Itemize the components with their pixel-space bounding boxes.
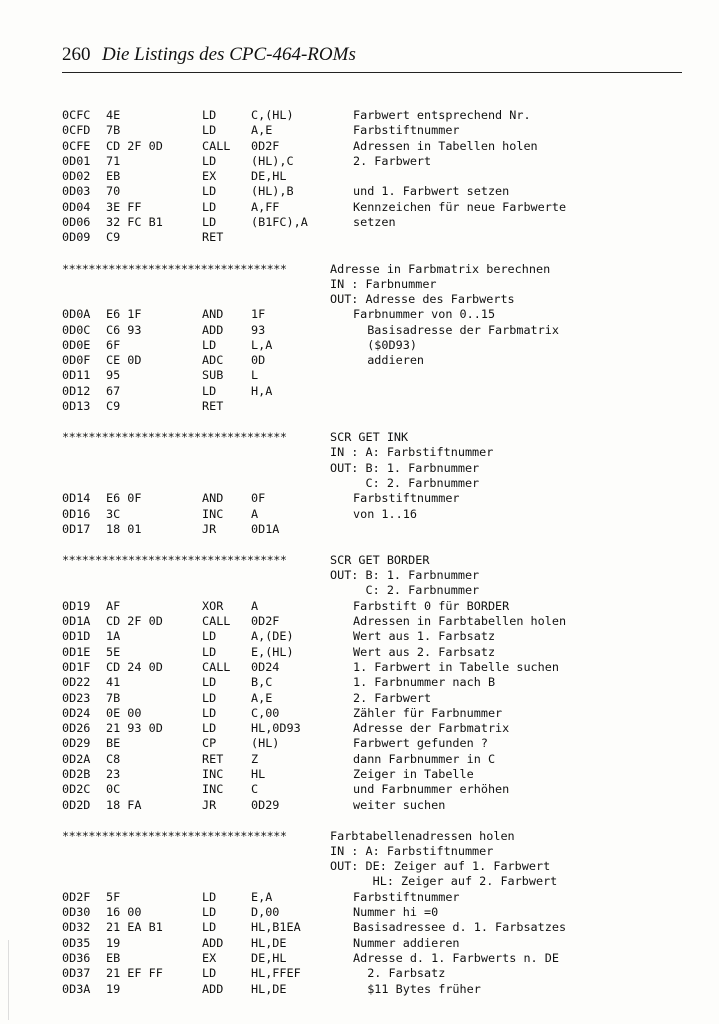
operand: DE,HL [251, 169, 287, 184]
section-title: SCR GET INK [330, 430, 409, 445]
code-line [62, 721, 622, 736]
opcode-bytes: 19 [106, 935, 121, 950]
mnemonic: RET [202, 751, 224, 766]
code-line [62, 169, 622, 184]
operand: C [251, 782, 259, 797]
mnemonic: CP [202, 736, 217, 751]
opcode-bytes: 3E FF [106, 199, 142, 214]
operand: HL,0D93 [251, 721, 301, 736]
operand: HL,FFEF [251, 966, 301, 981]
code-line [62, 353, 622, 368]
operand: C,00 [251, 705, 280, 720]
section-description: OUT: B: 1. Farbnummer [330, 460, 480, 475]
operand: 0D2F [251, 614, 280, 629]
opcode-bytes: 21 93 0D [106, 721, 163, 736]
section-description-row [62, 476, 622, 491]
comment: 2. Farbwert [353, 153, 432, 168]
code-line [62, 936, 622, 951]
address: 0D1D [62, 629, 91, 644]
code-line [62, 384, 622, 399]
operand: (HL),C [251, 153, 294, 168]
comment: Kennzeichen für neue Farbwerte [353, 199, 567, 214]
address: 0D01 [62, 153, 91, 168]
mnemonic: EX [202, 169, 217, 184]
mnemonic: LD [202, 184, 217, 199]
mnemonic: LD [202, 889, 217, 904]
mnemonic: LD [202, 215, 217, 230]
comment: Basisadresse der Farbmatrix [353, 322, 559, 337]
section-description-row [62, 844, 622, 859]
header-rule [62, 72, 682, 73]
comment: Adresse der Farbmatrix [353, 721, 510, 736]
comment: 2. Farbwert [353, 690, 432, 705]
opcode-bytes: C6 93 [106, 322, 142, 337]
opcode-bytes: E6 1F [106, 307, 142, 322]
comment: Adressen in Tabellen holen [353, 138, 538, 153]
comment: Farbstiftnummer [353, 123, 460, 138]
mnemonic: INC [202, 506, 224, 521]
opcode-bytes: 0C [106, 782, 121, 797]
address: 0D17 [62, 521, 91, 536]
code-line [62, 522, 622, 537]
operand: 93 [251, 322, 266, 337]
code-line [62, 782, 622, 797]
comment: $11 Bytes früher [353, 981, 481, 996]
address: 0D1E [62, 644, 91, 659]
address: 0D36 [62, 950, 91, 965]
operand: (B1FC),A [251, 215, 308, 230]
comment: Basisadressee d. 1. Farbsatzes [353, 920, 567, 935]
section-description-row [62, 568, 622, 583]
section-description-row [62, 461, 622, 476]
section-description: C: 2. Farbnummer [330, 475, 480, 490]
operand: A,FF [251, 199, 280, 214]
mnemonic: LD [202, 705, 217, 720]
opcode-bytes: EB [106, 169, 121, 184]
address: 0D14 [62, 491, 91, 506]
mnemonic: AND [202, 307, 224, 322]
opcode-bytes: E6 0F [106, 491, 142, 506]
mnemonic: LD [202, 721, 217, 736]
mnemonic: LD [202, 383, 217, 398]
mnemonic: LD [202, 966, 217, 981]
mnemonic: RET [202, 399, 224, 414]
operand: B,C [251, 675, 273, 690]
operand: E,A [251, 889, 273, 904]
section-description-row [62, 445, 622, 460]
listing-gap [62, 537, 622, 552]
address: 0D2B [62, 766, 91, 781]
code-line [62, 614, 622, 629]
address: 0D29 [62, 736, 91, 751]
code-line [62, 338, 622, 353]
code-line [62, 184, 622, 199]
mnemonic: LD [202, 337, 217, 352]
opcode-bytes: 23 [106, 766, 121, 781]
listing-gap [62, 246, 622, 261]
operand: 0D2F [251, 138, 280, 153]
section-description: HL: Zeiger auf 2. Farbwert [330, 874, 558, 889]
code-line [62, 905, 622, 920]
comment: Farbstift 0 für BORDER [353, 598, 510, 613]
mnemonic: LD [202, 920, 217, 935]
code-line [62, 307, 622, 322]
opcode-bytes: 18 01 [106, 521, 142, 536]
address: 0D12 [62, 383, 91, 398]
mnemonic: CALL [202, 138, 231, 153]
opcode-bytes: BE [106, 736, 121, 751]
section-description-row [62, 859, 622, 874]
mnemonic: LD [202, 153, 217, 168]
mnemonic: LD [202, 108, 217, 122]
comment: Adresse d. 1. Farbwerts n. DE [353, 950, 559, 965]
section-separator-row [62, 828, 622, 844]
opcode-bytes: 21 EF FF [106, 966, 163, 981]
opcode-bytes: CD 24 0D [106, 659, 163, 674]
section-description: OUT: DE: Zeiger auf 1. Farbwert [330, 859, 551, 874]
comment: ($0D93) [353, 337, 417, 352]
mnemonic: ADD [202, 935, 224, 950]
address: 0D19 [62, 598, 91, 613]
comment: Farbwert entsprechend Nr. [353, 108, 531, 122]
opcode-bytes: 70 [106, 184, 121, 199]
mnemonic: ADD [202, 322, 224, 337]
section-description: C: 2. Farbnummer [330, 583, 480, 598]
address: 0D2D [62, 797, 91, 812]
opcode-bytes: 19 [106, 981, 121, 996]
code-line [62, 660, 622, 675]
comment: Farbstiftnummer [353, 491, 460, 506]
mnemonic: INC [202, 782, 224, 797]
separator-stars: ********************************** [62, 261, 287, 276]
operand: A [251, 598, 259, 613]
address: 0D1F [62, 659, 91, 674]
opcode-bytes: 5E [106, 644, 121, 659]
address: 0D24 [62, 705, 91, 720]
comment: 1. Farbwert in Tabelle suchen [353, 659, 559, 674]
opcode-bytes: CE 0D [106, 353, 142, 368]
opcode-bytes: CD 2F 0D [106, 138, 163, 153]
code-line [62, 108, 622, 123]
page-header [62, 44, 682, 74]
mnemonic: INC [202, 766, 224, 781]
address: 0CFE [62, 138, 91, 153]
opcode-bytes: 18 FA [106, 797, 142, 812]
comment: von 1..16 [353, 506, 417, 521]
comment: Wert aus 1. Farbsatz [353, 629, 496, 644]
operand: A [251, 506, 259, 521]
section-description: IN : A: Farbstiftnummer [330, 843, 494, 858]
address: 0D22 [62, 675, 91, 690]
operand: L [251, 368, 259, 383]
comment: Nummer hi =0 [353, 905, 439, 920]
comment: addieren [353, 353, 425, 368]
code-line [62, 154, 622, 169]
opcode-bytes: 95 [106, 368, 121, 383]
opcode-bytes: 3C [106, 506, 121, 521]
comment: Zeiger in Tabelle [353, 766, 474, 781]
comment: Farbwert gefunden ? [353, 736, 488, 751]
mnemonic: CALL [202, 614, 231, 629]
address: 0D02 [62, 169, 91, 184]
address: 0D30 [62, 905, 91, 920]
address: 0D0E [62, 337, 91, 352]
mnemonic: XOR [202, 598, 224, 613]
address: 0D32 [62, 920, 91, 935]
operand: HL,DE [251, 981, 287, 996]
code-line [62, 982, 622, 997]
mnemonic: ADC [202, 353, 224, 368]
code-line [62, 507, 622, 522]
page-number: 260 [62, 44, 91, 65]
opcode-bytes: 6F [106, 337, 121, 352]
operand: HL,DE [251, 935, 287, 950]
section-description: OUT: Adresse des Farbwerts [330, 291, 515, 306]
code-line [62, 491, 622, 506]
assembly-listing [62, 108, 622, 997]
opcode-bytes: 41 [106, 675, 121, 690]
code-line [62, 599, 622, 614]
code-line [62, 920, 622, 935]
address: 0D04 [62, 199, 91, 214]
mnemonic: LD [202, 644, 217, 659]
section-description: IN : Farbnummer [330, 276, 437, 291]
comment: Adressen in Farbtabellen holen [353, 614, 567, 629]
code-line [62, 798, 622, 813]
address: 0D2A [62, 751, 91, 766]
address: 0D0A [62, 307, 91, 322]
comment: setzen [353, 215, 396, 230]
section-description-row [62, 277, 622, 292]
code-line [62, 230, 622, 245]
address: 0D06 [62, 215, 91, 230]
page-edge-mark [8, 940, 9, 1020]
code-line [62, 966, 622, 981]
section-separator-row [62, 261, 622, 277]
code-line [62, 736, 622, 751]
opcode-bytes: C8 [106, 751, 121, 766]
opcode-bytes: 0E 00 [106, 705, 142, 720]
section-description-row [62, 583, 622, 598]
address: 0D37 [62, 966, 91, 981]
opcode-bytes: EB [106, 950, 121, 965]
address: 0D26 [62, 721, 91, 736]
opcode-bytes: 4E [106, 108, 121, 122]
mnemonic: LD [202, 675, 217, 690]
code-line [62, 200, 622, 215]
section-description-row [62, 874, 622, 889]
code-line [62, 368, 622, 383]
address: 0CFD [62, 123, 91, 138]
section-description: IN : A: Farbstiftnummer [330, 445, 494, 460]
code-line [62, 767, 622, 782]
code-line [62, 215, 622, 230]
operand: DE,HL [251, 950, 287, 965]
address: 0D13 [62, 399, 91, 414]
address: 0D0C [62, 322, 91, 337]
code-line [62, 706, 622, 721]
mnemonic: RET [202, 230, 224, 245]
operand: E,(HL) [251, 644, 294, 659]
address: 0D0F [62, 353, 91, 368]
address: 0D35 [62, 935, 91, 950]
address: 0D2C [62, 782, 91, 797]
operand: 0D1A [251, 521, 280, 536]
comment: 1. Farbnummer nach B [353, 675, 496, 690]
section-description-row [62, 292, 622, 307]
separator-stars: ********************************** [62, 553, 287, 568]
mnemonic: AND [202, 491, 224, 506]
comment: Farbstiftnummer [353, 889, 460, 904]
mnemonic: SUB [202, 368, 224, 383]
separator-stars: ********************************** [62, 828, 287, 843]
address: 0D09 [62, 230, 91, 245]
opcode-bytes: 1A [106, 629, 121, 644]
code-line [62, 399, 622, 414]
opcode-bytes: 21 EA B1 [106, 920, 163, 935]
section-title: SCR GET BORDER [330, 553, 430, 568]
code-line [62, 123, 622, 138]
mnemonic: JR [202, 797, 217, 812]
operand: 0D29 [251, 797, 280, 812]
opcode-bytes: C9 [106, 399, 121, 414]
address: 0D11 [62, 368, 91, 383]
listing-gap [62, 813, 622, 828]
opcode-bytes: AF [106, 598, 121, 613]
code-line [62, 629, 622, 644]
comment: Wert aus 2. Farbsatz [353, 644, 496, 659]
code-line [62, 890, 622, 905]
operand: 0D [251, 353, 266, 368]
address: 0D2F [62, 889, 91, 904]
address: 0D3A [62, 981, 91, 996]
mnemonic: JR [202, 521, 217, 536]
section-title: Farbtabellenadressen holen [330, 828, 515, 843]
running-title: Die Listings des CPC-464-ROMs [102, 44, 356, 65]
address: 0D1A [62, 614, 91, 629]
comment: dann Farbnummer in C [353, 751, 496, 766]
mnemonic: LD [202, 905, 217, 920]
mnemonic: ADD [202, 981, 224, 996]
operand: A,E [251, 690, 273, 705]
operand: 0D24 [251, 659, 280, 674]
mnemonic: CALL [202, 659, 231, 674]
opcode-bytes: 32 FC B1 [106, 215, 163, 230]
code-line [62, 951, 622, 966]
opcode-bytes: C9 [106, 230, 121, 245]
mnemonic: LD [202, 629, 217, 644]
section-description: OUT: B: 1. Farbnummer [330, 568, 480, 583]
comment: und Farbnummer erhöhen [353, 782, 510, 797]
comment: Farbnummer von 0..15 [353, 307, 496, 322]
code-line [62, 645, 622, 660]
operand: 0F [251, 491, 266, 506]
operand: (HL),B [251, 184, 294, 199]
mnemonic: EX [202, 950, 217, 965]
comment: 2. Farbsatz [353, 966, 446, 981]
operand: HL [251, 766, 266, 781]
operand: H,A [251, 383, 273, 398]
opcode-bytes: 5F [106, 889, 121, 904]
comment: Zähler für Farbnummer [353, 705, 503, 720]
comment: und 1. Farbwert setzen [353, 184, 510, 199]
operand: A,E [251, 123, 273, 138]
address: 0D23 [62, 690, 91, 705]
section-separator-row [62, 429, 622, 445]
opcode-bytes: 16 00 [106, 905, 142, 920]
comment: Nummer addieren [353, 935, 460, 950]
opcode-bytes: 7B [106, 690, 121, 705]
operand: A,(DE) [251, 629, 294, 644]
address: 0D16 [62, 506, 91, 521]
mnemonic: LD [202, 690, 217, 705]
address: 0CFC [62, 108, 91, 122]
mnemonic: LD [202, 199, 217, 214]
code-line [62, 323, 622, 338]
operand: D,00 [251, 905, 280, 920]
operand: 1F [251, 307, 266, 322]
opcode-bytes: 67 [106, 383, 121, 398]
operand: L,A [251, 337, 273, 352]
section-separator-row [62, 552, 622, 568]
opcode-bytes: CD 2F 0D [106, 614, 163, 629]
comment: weiter suchen [353, 797, 446, 812]
code-line [62, 691, 622, 706]
opcode-bytes: 71 [106, 153, 121, 168]
separator-stars: ********************************** [62, 430, 287, 445]
address: 0D03 [62, 184, 91, 199]
operand: C,(HL) [251, 108, 294, 122]
code-line [62, 139, 622, 154]
listing-gap [62, 414, 622, 429]
operand: HL,B1EA [251, 920, 301, 935]
opcode-bytes: 7B [106, 123, 121, 138]
code-line [62, 752, 622, 767]
operand: (HL) [251, 736, 280, 751]
operand: Z [251, 751, 259, 766]
section-title: Adresse in Farbmatrix berechnen [330, 261, 551, 276]
code-line [62, 675, 622, 690]
mnemonic: LD [202, 123, 217, 138]
